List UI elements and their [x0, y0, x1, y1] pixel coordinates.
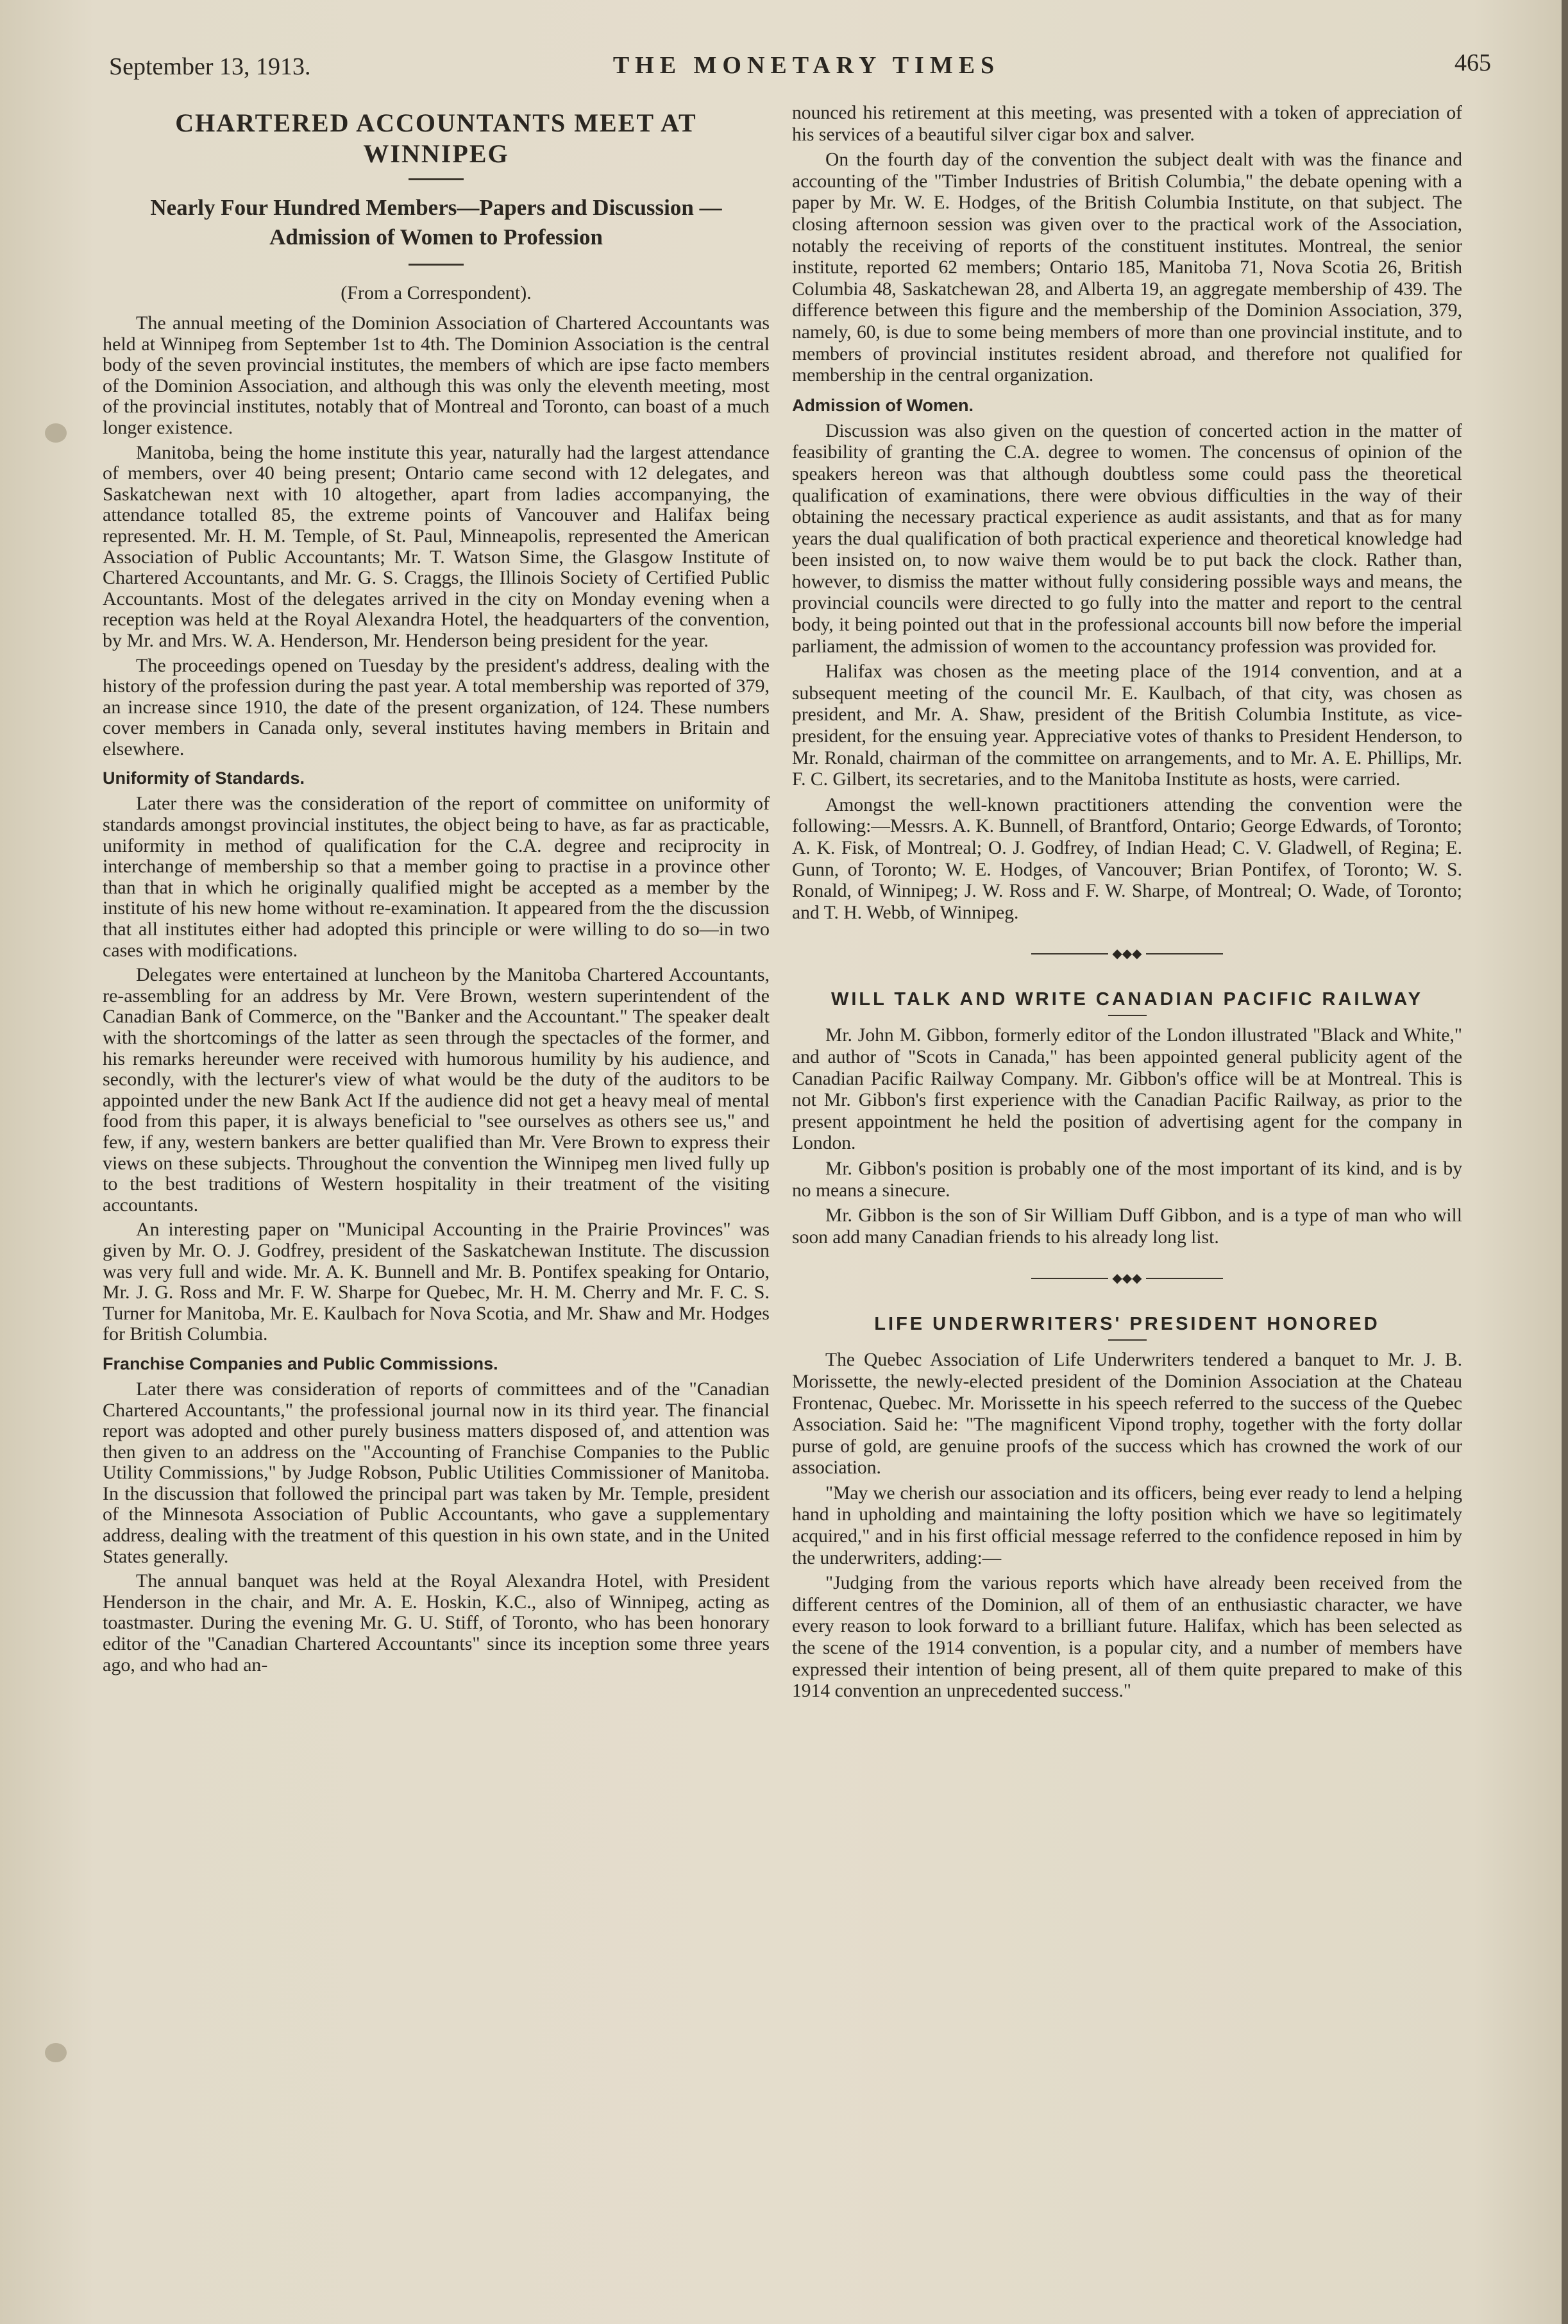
divider [1108, 1015, 1147, 1016]
page-edge [1562, 0, 1568, 2324]
ornament-divider: ◆◆◆ [792, 946, 1462, 958]
article-title: WILL TALK AND WRITE CANADIAN PACIFIC RAILWAY [831, 989, 1423, 1010]
paragraph: nounced his retirement at this meeting, was presented with a token of appreciation of his services of a beautiful silver cigar box and salver. [792, 103, 1462, 145]
page-number: 465 [1454, 49, 1491, 76]
divider [409, 178, 464, 180]
paragraph: "May we cherish our association and its officers, being ever ready to lend a helping hand in upholding and maintaining the lofty position which we have so legitimately acquired," and in his first official message referred to the confidence reposed in him by the underwriters, adding:— [792, 1482, 1462, 1568]
right-column [792, 103, 1462, 1706]
ornament-divider: ◆◆◆ [792, 1270, 1462, 1283]
paragraph: Mr. Gibbon is the son of Sir William Duff Gibbon, and is a type of man who will soon add many Canadian friends to his already long list. [792, 1205, 1462, 1248]
publication-title: THE MONETARY TIMES [612, 52, 1000, 79]
paragraph: Halifax was chosen as the meeting place of the 1914 convention, and at a subsequent meeting of the council Mr. E. Kaulbach, of that city, was chosen as president, and Mr. A. Shaw, president of the British Columbia Institute, as vice-president, for the ensuing year. Appreciative votes of thanks to President Henderson, to Mr. Ronald, chairman of the committee on arrangements, and to Mr. A. E. Phillips, Mr. F. C. Gilbert, its secretaries, and to the Manitoba Institute as hosts, were carried. [792, 661, 1462, 790]
masthead [109, 47, 1504, 86]
divider [409, 264, 464, 266]
paragraph: Discussion was also given on the question of concerted action in the matter of feasibility of granting the C.A. degree to women. The concensus of opinion of the speakers hereon was that although doubtless some could pass the theoretical qualification of examinations, there were obvious difficulties in the way of their obtaining the necessary practical experience as audit assistants, and that as for many years the dual qualification of both practical experience and theoretical knowledge had been insisted on, to now waive them would be to put back the clock. Rather than, however, to dismiss the matter without fully considering possible ways and means, the provincial councils were directed to go fully into the matter and report to the central body, it being pointed out that in the professional accounts bill now before the imperial parliament, the admission of women to the accountancy profession was provided for. [792, 420, 1462, 657]
paragraph: An interesting paper on "Municipal Accounting in the Prairie Provinces" was given by Mr. O. J. Godfrey, president of the Saskatchewan Institute. The discussion was very full and wide. Mr. A. K. Bunnell and Mr. B. Pontifex speaking for Ontario, Mr. J. G. Ross and Mr. F. W. Sharpe for Quebec, Mr. H. M. Cherry and Mr. F. C. S. Turner for Manitoba, Mr. E. Kaulbach for Nova Scotia, and Mr. Shaw and Mr. Hodges for British Columbia. [103, 1219, 770, 1345]
paragraph: The Quebec Association of Life Underwriters tendered a banquet to Mr. J. B. Morissette, the newly-elected president of the Dominion Association at the Chateau Frontenac, Quebec. Mr. Morissette in his speech referred to the success of the Quebec Association. Said he: "The magnificent Vipond trophy, together with the forty dollar purse of gold, are genuine proofs of the success which has crowned the work of our association. [792, 1350, 1462, 1479]
left-column [103, 103, 770, 1679]
article-subhead: Nearly Four Hundred Members—Papers and Discussion —Admission of Women to Profession [150, 195, 722, 250]
binding-hole [45, 423, 67, 443]
article-title: LIFE UNDERWRITERS' PRESIDENT HONORED [874, 1314, 1380, 1335]
paragraph: Later there was consideration of reports of committees and of the "Canadian Chartered Accountants," the professional journal now in its third year. The financial report was adopted and other purely business matters disposed of, and attention was then given to an address on the "Accounting of Franchise Companies to the Public Utility Commissions," by Judge Robson, Public Utilities Commissioner of Manitoba. In the discussion that followed the principal part was taken by Mr. Temple, president of the Minnesota Association of Public Accountants, who gave a supplementary address, dealing with the treatment of this question in his own state, and in the United States generally. [103, 1378, 770, 1567]
paragraph: On the fourth day of the convention the subject dealt with was the finance and accounting of the "Timber Industries of British Columbia," the debate opening with a paper by Mr. W. E. Hodges, of the British Columbia Institute, on that subject. The closing afternoon session was given over to the practical work of the Association, notably the receiving of reports of the constituent institutes. Montreal, the senior institute, reported 62 members; Ontario 185, Manitoba 71, Nova Scotia 26, British Columbia 48, Saskatchewan 28, and Alberta 19, an aggregate membership of 439. The difference between this figure and the membership of the Dominion Association, 379, namely, 60, is due to some being members of more than one provincial institute, and to members of provincial institutes resident abroad, and therefore not qualified for membership in the central organization. [792, 149, 1462, 386]
section-heading: Franchise Companies and Public Commissions. [103, 1353, 498, 1373]
paragraph: Mr. Gibbon's position is probably one of the most important of its kind, and is by no means a sinecure. [792, 1158, 1462, 1201]
divider [1108, 1339, 1147, 1341]
paragraph: The annual banquet was held at the Royal Alexandra Hotel, with President Henderson in the chair, and Mr. A. E. Hoskin, K.C., also of Winnipeg, acting as toastmaster. During the evening Mr. G. U. Stiff, of Toronto, who has been honorary editor of the "Canadian Chartered Accountants" since its inception some three years ago, and who had an- [103, 1570, 770, 1675]
byline: (From a Correspondent). [341, 282, 532, 303]
paragraph: Mr. John M. Gibbon, formerly editor of the London illustrated "Black and White," and author of "Scots in Canada," has been appointed general publicity agent of the Canadian Pacific Railway Company. Mr. Gibbon's office will be at Montreal. This is not Mr. Gibbon's first experience with the Canadian Pacific Railway, as prior to the present appointment he held the position of advertising agent for the company in London. [792, 1025, 1462, 1154]
section-heading: Uniformity of Standards. [103, 768, 305, 788]
issue-date: September 13, 1913. [109, 53, 311, 80]
paragraph: The proceedings opened on Tuesday by the president's address, dealing with the history of the profession during the past year. A total membership was reported of 379, an increase since 1910, the date of the present organization, of 124. These numbers cover members in Canada only, several institutes having members in Britain and elsewhere. [103, 654, 770, 759]
paragraph: Delegates were entertained at luncheon by the Manitoba Chartered Accountants, re-assembling for an address by Mr. Vere Brown, western superintendent of the Canadian Bank of Commerce, on the "Banker and the Accountant." The speaker dealt with the shortcomings of the latter as seen through the spectacles of the former, and his remarks hereunder were received with humorous humility by his audience, and secondly, with the lecturer's view of what would be the duty of the auditors to be appointed under the new Bank Act If the audience did not get a heavy meal of mental food from this paper, it is always beneficial to "see ourselves as others see us," and few, if any, western bankers are better qualified than Mr. Vere Brown to express their views on these subjects. Throughout the convention the Winnipeg men lived fully up to the best traditions of Western hospitality in their treatment of the visiting accountants. [103, 964, 770, 1216]
paragraph: Amongst the well-known practitioners attending the convention were the following:—Messrs. A. K. Bunnell, of Brantford, Ontario; George Edwards, of Toronto; A. K. Fisk, of Montreal; O. J. Godfrey, of Indian Head; C. V. Gladwell, of Regina; E. Gunn, of Toronto; W. E. Hodges, of Vancouver; Brian Pontifex, of Toronto; W. S. Ronald, of Winnipeg; J. W. Ross and F. W. Sharpe, of Montreal; O. Wade, of Toronto; and T. H. Webb, of Winnipeg. [792, 794, 1462, 923]
paragraph: The annual meeting of the Dominion Association of Chartered Accountants was held at Winnipeg from September 1st to 4th. The Dominion Association is the central body of the seven provincial institutes, the members of which are ipse facto members of the Dominion Association, and although this was only the eleventh meeting, most of the provincial institutes, notably that of Montreal and Toronto, can boast of a much longer existence. [103, 312, 770, 438]
paragraph: Later there was the consideration of the report of committee on uniformity of standards amongst provincial institutes, the object being to have, as far as practicable, uniformity in method of qualification for the C.A. degree and reciprocity in interchange of membership so that a member going to practise in a province other than that in which he originally qualified might be accepted as a member by the institute of his new home without re-examination. It appeared from the the discussion that all institutes either had adopted this principle or were willing to do so—in two cases with modifications. [103, 793, 770, 961]
section-heading: Admission of Women. [792, 395, 974, 415]
binding-hole [45, 2043, 67, 2062]
paragraph: Manitoba, being the home institute this year, naturally had the largest attendance of members, over 40 being present; Ontario came second with 12 delegates, and Saskatchewan next with 10 altogether, apart from ladies accompanying, the attendance totalled 85, the extreme points of Vancouver and Halifax being represented. Mr. H. M. Temple, of St. Paul, Minneapolis, represented the American Association of Public Accountants; Mr. T. Watson Sime, the Glasgow Institute of Chartered Accountants, and Mr. G. S. Craggs, the Illinois Society of Certified Public Accountants. Most of the delegates arrived in the city on Monday evening when a reception was held at the Royal Alexandra Hotel, the headquarters of the convention, by Mr. and Mrs. W. A. Henderson, Mr. Henderson being president for the year. [103, 441, 770, 651]
article-headline: CHARTERED ACCOUNTANTS MEET AT WINNIPEG [175, 108, 697, 168]
paragraph: "Judging from the various reports which have already been received from the different centres of the Dominion, all of them of an enthusiastic character, we have every reason to look forward to a brilliant future. Halifax, which has been selected as the scene of the 1914 convention, is a popular city, and a number of members have expressed their intention of being present, all of them quite prepared to make of this 1914 convention an unprecedented success." [792, 1573, 1462, 1702]
